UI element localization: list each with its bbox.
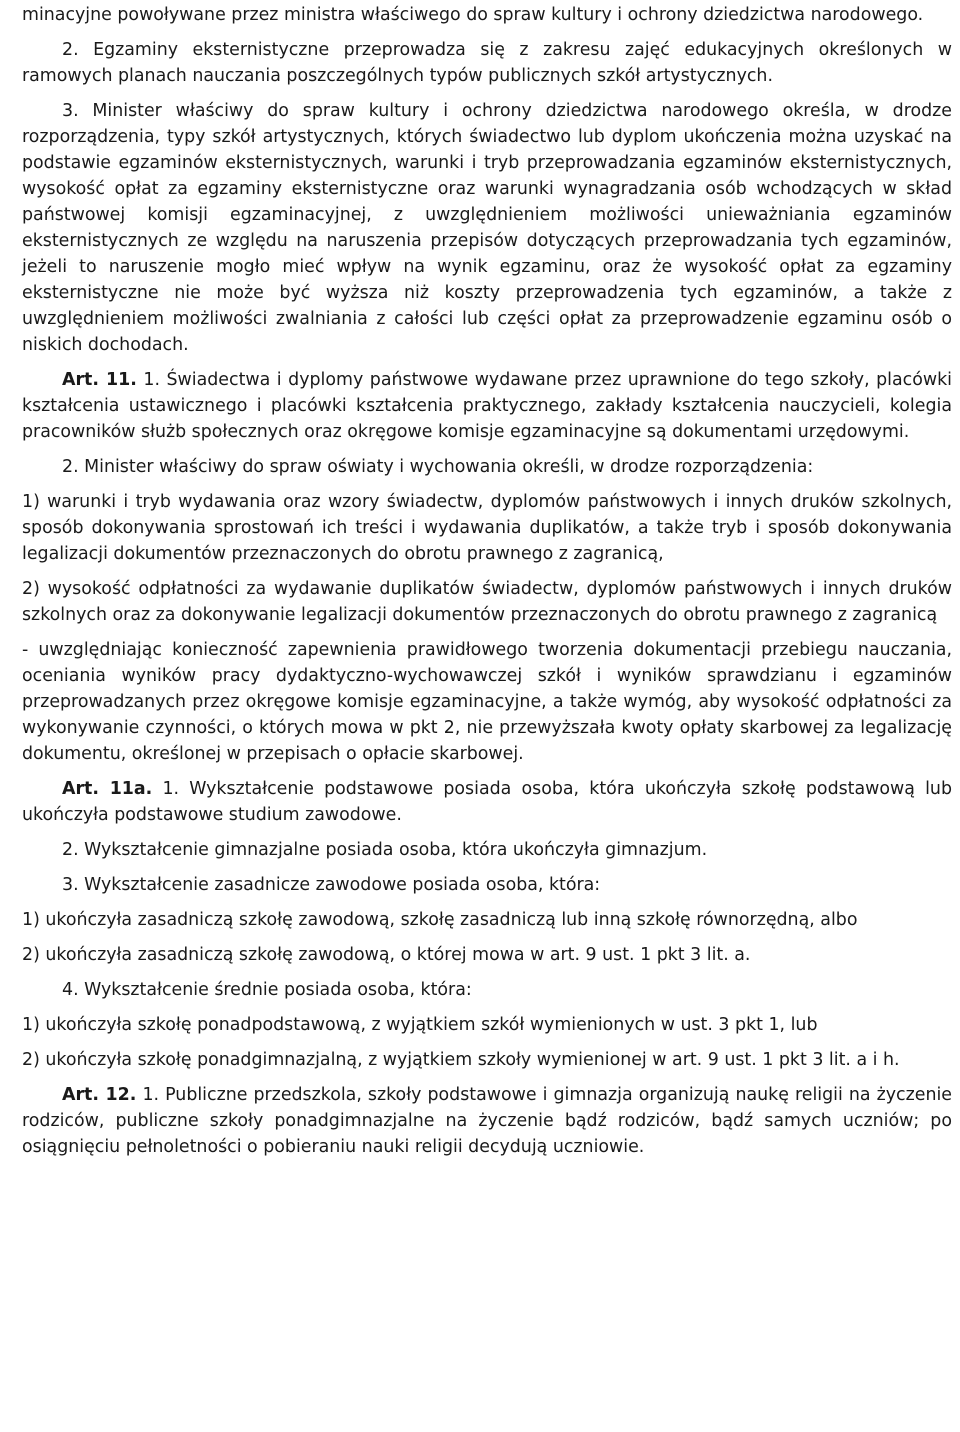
list-item: 2) ukończyła szkołę ponadgimnazjalną, z wyjątkiem szkoły wymienionej w art. 9 ust. 1 pkt 3 lit. a i h.	[22, 1050, 900, 1070]
paragraph-art10-ust3: 3. Minister właściwy do spraw kultury i ochrony dziedzictwa narodowego określa, w drodze rozporządzenia, typy szkół artystycznych, których świadectwo lub dyplom ukończenia można uzyskać na podstawie egzaminów eksternistycznych, warunki i tryb przeprowadzania egzaminów eksternistycznych, wysokość opłat za egzaminy eksternistyczne oraz warunki wynagradzania osób wchodzących w skład państwowej komisji egzaminacyjnej, z uwzględnieniem możliwości unieważniania egzaminów eksternistycznych ze względu na naruszenia przepisów dotyczących przeprowadzania tych egzaminów, jeżeli to naruszenie mogło mieć wpływ na wynik egzaminu, oraz że wysokość opłat za egzaminy eksternistyczne nie może być wyższa niż koszty przeprowadzenia tych egzaminów, a także z uwzględnieniem możliwości zwalniania z całości lub części opłat za przeprowadzenie egzaminu osób o niskich dochodach.	[22, 101, 952, 355]
paragraph-text: 1. Publiczne przedszkola, szkoły podstawowe i gimnazja organizują naukę religii na życzenie rodziców, publiczne szkoły ponadgimnazjalne na życzenie bądź rodziców, bądź samych uczniów; po osiągnięciu pełnoletności o pobieraniu nauki religii decydują uczniowie.	[22, 1085, 952, 1157]
paragraph-art12-ust1	[22, 1082, 952, 1160]
paragraph-art11-ust2: 2. Minister właściwy do spraw oświaty i wychowania określi, w drodze rozporządzenia:	[62, 457, 814, 477]
list-item: 2) ukończyła zasadniczą szkołę zawodową, o której mowa w art. 9 ust. 1 pkt 3 lit. a.	[22, 945, 751, 965]
paragraph-art11a-ust1	[22, 776, 952, 828]
paragraph-art11a-ust2: 2. Wykształcenie gimnazjalne posiada osoba, która ukończyła gimnazjum.	[62, 840, 708, 860]
article-number: Art. 11a.	[62, 779, 153, 799]
list-item: 1) ukończyła zasadniczą szkołę zawodową, szkołę zasadniczą lub inną szkołę równorzędną, albo	[22, 910, 858, 930]
paragraph-continuation: minacyjne powoływane przez ministra właściwego do spraw kultury i ochrony dziedzictwa narodowego.	[22, 5, 924, 25]
paragraph-text: 1. Świadectwa i dyplomy państwowe wydawane przez uprawnione do tego szkoły, placówki kształcenia ustawicznego i placówki kształcenia praktycznego, zakłady kształcenia nauczycieli, kolegia pracowników służb społecznych oraz okręgowe komisje egzaminacyjne są dokumentami urzędowymi.	[22, 370, 952, 442]
paragraph-text: 1. Wykształcenie podstawowe posiada osoba, która ukończyła szkołę podstawową lub ukończyła podstawowe studium zawodowe.	[22, 779, 952, 825]
paragraph-art11-ust1	[22, 367, 952, 445]
article-number: Art. 11.	[62, 370, 137, 390]
article-number: Art. 12.	[62, 1085, 137, 1105]
list-item: 1) warunki i tryb wydawania oraz wzory świadectw, dyplomów państwowych i innych druków szkolnych, sposób dokonywania sprostowań ich treści i wydawania duplikatów, a także tryb i sposób dokonywania legalizacji dokumentów przeznaczonych do obrotu prawnego z zagranicą,	[22, 492, 952, 564]
paragraph-art10-ust2: 2. Egzaminy eksternistyczne przeprowadza się z zakresu zajęć edukacyjnych określonych w ramowych planach nauczania poszczególnych typów publicznych szkół artystycznych.	[22, 40, 952, 86]
paragraph-art11a-ust4: 4. Wykształcenie średnie posiada osoba, która:	[62, 980, 472, 1000]
list-item: 2) wysokość odpłatności za wydawanie duplikatów świadectw, dyplomów państwowych i innych druków szkolnych oraz za dokonywanie legalizacji dokumentów przeznaczonych do obrotu prawnego z zagranicą	[22, 579, 952, 625]
list-item: 1) ukończyła szkołę ponadpodstawową, z wyjątkiem szkół wymienionych w ust. 3 pkt 1, lub	[22, 1015, 818, 1035]
paragraph-art11a-ust3: 3. Wykształcenie zasadnicze zawodowe posiada osoba, która:	[62, 875, 601, 895]
paragraph-art11-closing: - uwzględniając konieczność zapewnienia prawidłowego tworzenia dokumentacji przebiegu nauczania, oceniania wyników pracy dydaktyczno-wychowawczej szkół i wyników sprawdzianu i egzaminów przeprowadzanych przez okręgowe komisje egzaminacyjne, a także wymóg, aby wysokość odpłatności za wykonywanie czynności, o których mowa w pkt 2, nie przewyższała kwoty opłaty skarbowej za legalizację dokumentu, określonej w przepisach o opłacie skarbowej.	[22, 640, 952, 764]
